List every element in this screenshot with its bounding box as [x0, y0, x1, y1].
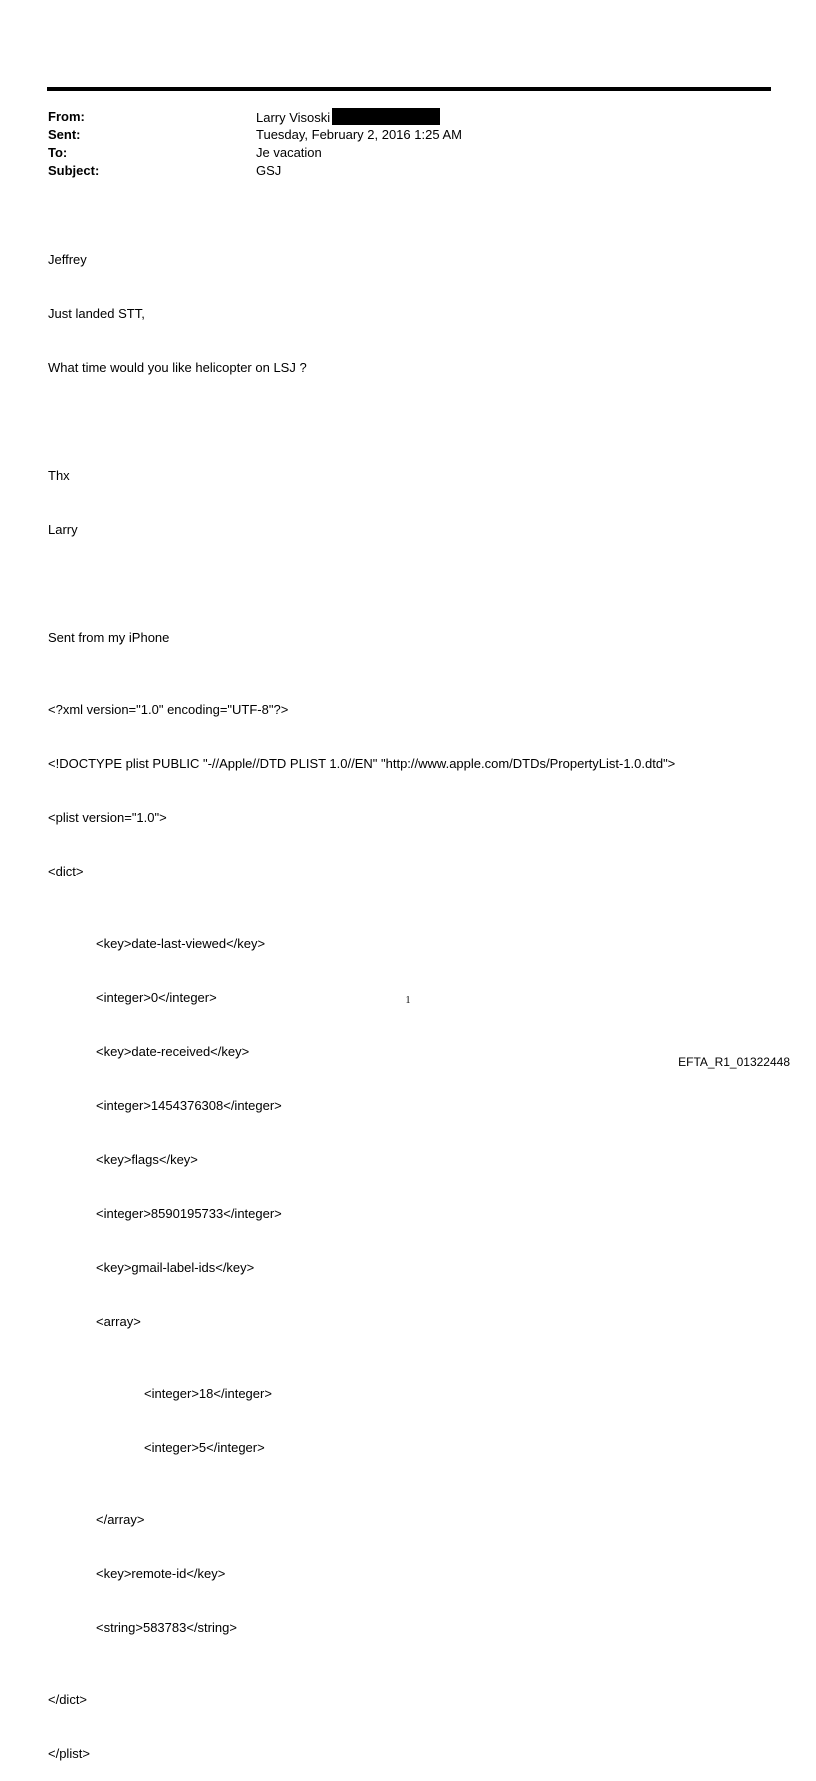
header-divider — [47, 87, 771, 91]
plist-entry: <key>remote-id</key> — [96, 1566, 226, 1581]
plist-entry: <integer>0</integer> — [96, 990, 217, 1005]
plist-entry: <string>583783</string> — [96, 1620, 237, 1635]
plist-entry: <key>date-last-viewed</key> — [96, 936, 266, 951]
plist-close: </plist> — [48, 1746, 90, 1761]
redaction-bar — [332, 108, 440, 125]
subject-label: Subject: — [48, 163, 100, 178]
dict-close: </dict> — [48, 1692, 88, 1707]
spacer — [48, 575, 675, 593]
body-line: What time would you like helicopter on LSJ ? — [48, 360, 307, 375]
document-id: EFTA_R1_01322448 — [678, 1055, 790, 1069]
dict-open: <dict> — [48, 864, 84, 879]
sent-value: Tuesday, February 2, 2016 1:25 AM — [256, 127, 462, 142]
subject-value: GSJ — [256, 163, 282, 178]
plist-array-item: <integer>18</integer> — [144, 1386, 272, 1401]
sent-from-line: Sent from my iPhone — [48, 630, 170, 645]
page-number: 1 — [405, 995, 411, 1006]
plist-doctype: <!DOCTYPE plist PUBLIC "-//Apple//DTD PLIST 1.0//EN" "http://www.apple.com/DTDs/PropertyList-1.0.dtd"> — [48, 756, 676, 771]
plist-entry: <key>flags</key> — [96, 1152, 198, 1167]
spacer — [48, 413, 675, 431]
from-label: From: — [48, 109, 85, 124]
to-label: To: — [48, 145, 68, 160]
plist-entry: <key>date-received</key> — [96, 1044, 250, 1059]
plist-entry: </array> — [96, 1512, 145, 1527]
plist-entry: <array> — [96, 1314, 141, 1329]
plist-entry: <key>gmail-label-ids</key> — [96, 1260, 255, 1275]
greeting: Jeffrey — [48, 252, 87, 267]
signoff: Thx — [48, 468, 70, 483]
plist-entry: <integer>1454376308</integer> — [96, 1098, 282, 1113]
signature: Larry — [48, 522, 78, 537]
from-value — [256, 108, 440, 127]
plist-open: <plist version="1.0"> — [48, 810, 167, 825]
from-name: Larry Visoski — [256, 110, 331, 125]
to-value: Je vacation — [256, 145, 322, 160]
plist-entry: <integer>8590195733</integer> — [96, 1206, 282, 1221]
plist-array-item: <integer>5</integer> — [144, 1440, 265, 1455]
sent-label: Sent: — [48, 127, 81, 142]
xml-declaration: <?xml version="1.0" encoding="UTF-8"?> — [48, 702, 289, 717]
body-line: Just landed STT, — [48, 306, 145, 321]
